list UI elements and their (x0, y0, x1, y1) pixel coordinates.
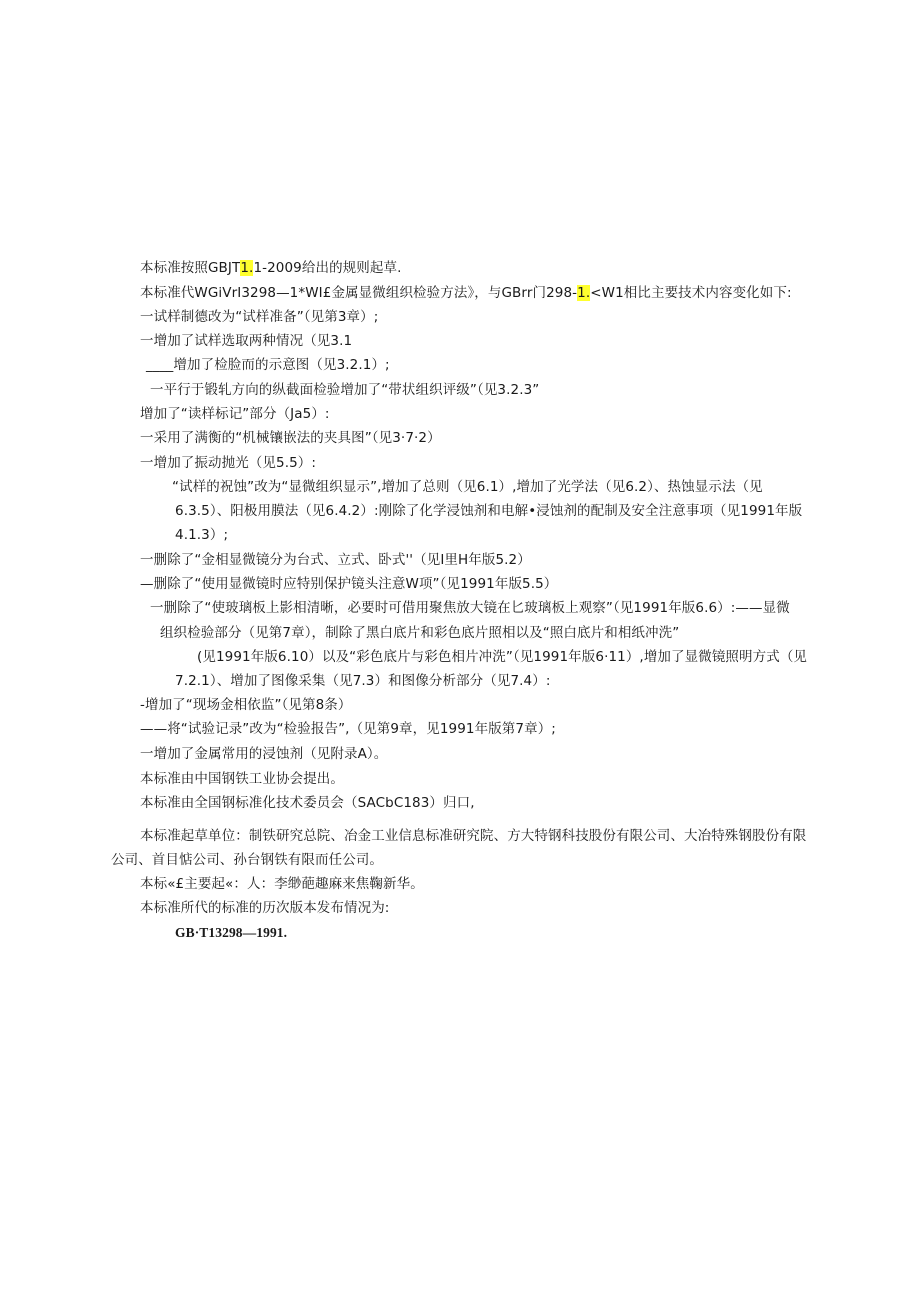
change-item-cont: 7.2.1）、增加了图像采集（见7.3）和图像分析部分（见7.4）: (175, 673, 551, 689)
drafting-units-line: 本标准起草单位：制铁研究总院、冶金工业信息标准研究院、方大特钢科技股份有限公司、大冶特殊钢股份有限 (140, 828, 807, 844)
replacement-text-a: 本标准代WGiVrI3298—1*WI£金属显微组织检验方法》，与GBrr门298- (140, 285, 578, 301)
drafting-rule-text-b: 1-2009给出的规则起草. (253, 260, 402, 276)
change-item-cont: 组织检验部分（见第7章），制除了黑白底片和彩色底片照相以及“照白底片和相纸冲洗” (160, 625, 680, 641)
drafting-rule-line (140, 259, 401, 277)
change-item: 一删除了“使玻璃板上影相清晰，必要时可借用聚焦放大镜在匕玻璃板上观察”（见1991年版6.6）:——显微 (150, 600, 790, 616)
change-item-cont: 4.1.3）; (175, 527, 229, 543)
change-item: ____增加了检脸而的示意图（见3.2.1）; (146, 357, 390, 373)
change-item: 增加了“读样标记”部分（Ja5）: (140, 406, 330, 422)
change-item: 一增加了试样选取两种情况（见3.1 (140, 333, 353, 349)
change-item: 一试样制德改为“试样准备”（见第3章）; (140, 309, 379, 325)
drafters-line: 本标«£主要起«：人：李缈葩趣麻来焦鞠新华。 (140, 876, 424, 892)
change-item: 一删除了“金相显微镜分为台式、立式、卧式''（见I里H年版5.2） (140, 552, 531, 568)
change-item: ——将“试验记录”改为“检验报告”,（见第9章，见1991年版第7章）; (140, 721, 556, 737)
change-item-cont: 6.3.5）、阳极用膜法（见6.4.2）:刚除了化学浸蚀剂和电解•浸蚀剂的配制及安全注意事项（见1991年版 (175, 503, 803, 519)
highlight-mark: 1. (240, 260, 254, 276)
history-line: 本标准所代的标准的历次版本发布情况为: (140, 900, 390, 916)
drafting-units-cont: 公司、首目惦公司、孙台钢铁有限而任公司。 (111, 852, 383, 868)
change-item-cont: (见1991年版6.10）以及“彩色底片与彩色相片冲洗”（见1991年版6·11）,增加了显微镜照明方式（见 (197, 649, 808, 665)
drafting-rule-text-a: 本标准按照GBJT (140, 260, 241, 276)
change-item: 一平行于锻轧方向的纵截面检验增加了“带状组织评级”（见3.2.3” (150, 382, 540, 398)
history-version: GB·T13298—1991. (175, 925, 288, 940)
committee-line: 本标准由全国钢标准化技术委员会（SACbC183）归口, (140, 795, 475, 811)
change-item: 一增加了金属常用的浸蚀剂（见附录A）。 (140, 746, 388, 762)
change-item: 一增加了振动抛光（见5.5）: (140, 455, 317, 471)
replacement-text-b: <W1相比主要技术内容变化如下: (590, 285, 792, 301)
change-item: “试样的祝蚀”改为“显微组织显示”,增加了总则（见6.1）,增加了光学法（见6.2）、热蚀显示法（见 (172, 479, 763, 495)
change-item: —删除了“使用显微镜时应特别保护镜头注意W项”（见1991年版5.5） (140, 576, 558, 592)
change-item: 一采用了满衡的“机械镶嵌法的夹具图”（见3·7·2） (140, 430, 441, 446)
change-item: -增加了“现场金相依监”（见第8条） (140, 697, 352, 713)
proposer-line: 本标准由中国钢铁工业协会提出。 (140, 771, 344, 787)
highlight-mark: 1. (577, 285, 591, 301)
replacement-line (140, 284, 792, 302)
